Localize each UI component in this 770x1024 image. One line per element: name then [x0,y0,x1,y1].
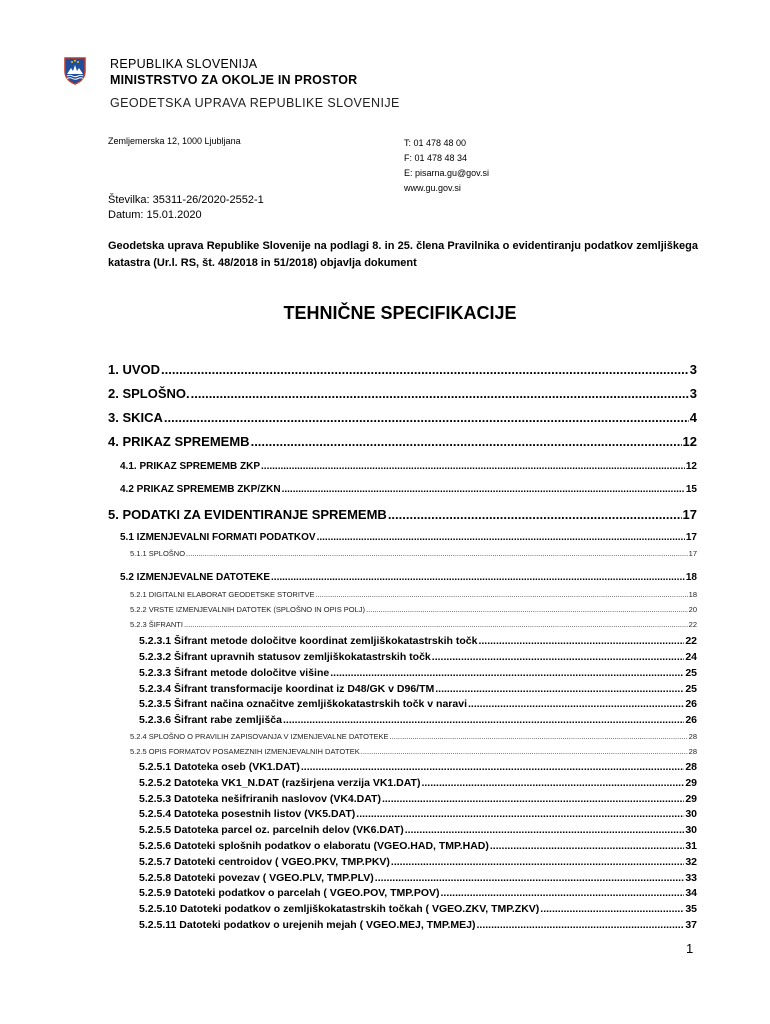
toc-entry[interactable]: 5.2.5.2 Datoteka VK1_N.DAT (razširjena verzija VK1.DAT) ..... 29 [139,777,697,789]
document-number: Številka: 35311-26/2020-2552-1 [108,194,264,206]
toc-entry[interactable]: 4. PRIKAZ SPREMEMB ..... 12 [108,434,697,449]
contact-phone: T: 01 478 48 00 [404,138,467,148]
toc-entry[interactable]: 5.2.5.10 Datoteki podatkov o zemljiškokatastrskih točkah ( VGEO.ZKV, TMP.ZKV) ..... 35 [139,903,697,915]
toc-entry[interactable]: 5.2.5.5 Datoteka parcel oz. parcelnih delov (VK6.DAT) ..... 30 [139,824,697,836]
slovenia-coat-of-arms-icon [64,57,86,85]
toc-entry[interactable]: 5.2.5.1 Datoteka oseb (VK1.DAT) ..... 28 [139,761,697,773]
toc-entry[interactable]: 5.2.5.9 Datoteki podatkov o parcelah ( VGEO.POV, TMP.POV) ..... 34 [139,887,697,899]
org-line-agency: GEODETSKA UPRAVA REPUBLIKE SLOVENIJE [110,96,400,110]
toc-entry[interactable]: 5.2.3.5 Šifrant načina označitve zemljiškokatastrskih točk v naravi ..... 26 [139,698,697,710]
toc-entry[interactable]: 5.1 IZMENJEVALNI FORMATI PODATKOV ..... 17 [120,532,697,543]
toc-entry[interactable]: 5.2.3.4 Šifrant transformacije koordinat iz D48/GK v D96/TM ..... 25 [139,683,697,695]
toc-entry[interactable]: 5.2.3.2 Šifrant upravnih statusov zemljiškokatastrskih točk ..... 24 [139,651,697,663]
address: Zemljemerska 12, 1000 Ljubljana [108,136,241,146]
toc-entry[interactable]: 5.2.5.8 Datoteki povezav ( VGEO.PLV, TMP.PLV) ..... 33 [139,872,697,884]
document-title: TEHNIČNE SPECIFIKACIJE [283,303,517,323]
toc-entry[interactable]: 5.2 IZMENJEVALNE DATOTEKE ..... 18 [120,572,697,583]
toc-entry[interactable]: 3. SKICA ..... 4 [108,410,697,425]
toc-entry[interactable]: 5.2.1 DIGITALNI ELABORAT GEODETSKE STORITVE ..... 18 [130,590,697,599]
contact-fax: F: 01 478 48 34 [404,153,468,163]
toc-entry[interactable]: 2. SPLOŠNO. ..... 3 [108,386,697,401]
contact-email: E: pisarna.gu@gov.si [404,168,490,178]
org-line-republic: REPUBLIKA SLOVENIJA [110,57,258,71]
toc-entry[interactable]: 4.1. PRIKAZ SPREMEMB ZKP ..... 12 [120,461,697,472]
contact-block [404,136,489,196]
org-line-ministry: MINISTRSTVO ZA OKOLJE IN PROSTOR [110,73,358,87]
toc-entry[interactable]: 5.2.5.7 Datoteki centroidov ( VGEO.PKV, TMP.PKV) ..... 32 [139,856,697,868]
toc-entry[interactable]: 5.2.3.1 Šifrant metode določitve koordinat zemljiškokatastrskih točk ..... 22 [139,635,697,647]
toc-entry[interactable]: 5.1.1 SPLOŠNO ..... 17 [130,549,697,558]
toc-entry[interactable]: 5.2.5.3 Datoteka nešifriranih naslovov (VK4.DAT) ..... 29 [139,793,697,805]
toc-entry[interactable]: 1. UVOD ..... 3 [108,362,697,377]
toc-entry[interactable]: 5.2.3.6 Šifrant rabe zemljišča ..... 26 [139,714,697,726]
contact-web: www.gu.gov.si [404,183,461,193]
document-meta [108,193,264,223]
document-date: Datum: 15.01.2020 [108,209,202,221]
toc-entry[interactable]: 5.2.5.11 Datoteki podatkov o urejenih mejah ( VGEO.MEJ, TMP.MEJ) ..... 37 [139,919,697,931]
toc-entry[interactable]: 5.2.5 OPIS FORMATOV POSAMEZNIH IZMENJEVALNIH DATOTEK ..... 28 [130,747,697,756]
toc-entry[interactable]: 4.2 PRIKAZ SPREMEMB ZKP/ZKN ..... 15 [120,484,697,495]
toc-entry[interactable]: 5.2.4 SPLOŠNO O PRAVILIH ZAPISOVANJA V IZMENJEVALNE DATOTEKE ..... 28 [130,732,697,741]
toc-entry[interactable]: 5.2.3 ŠIFRANTI ..... 22 [130,620,697,629]
toc-entry[interactable]: 5.2.3.3 Šifrant metode določitve višine ..... 25 [139,667,697,679]
page-number: 1 [686,941,694,956]
toc-entry[interactable]: 5.2.5.4 Datoteka posestnih listov (VK5.DAT) ..... 30 [139,808,697,820]
toc-entry[interactable]: 5.2.5.6 Datoteki splošnih podatkov o elaboratu (VGEO.HAD, TMP.HAD) ..... 31 [139,840,697,852]
toc-entry[interactable]: 5. PODATKI ZA EVIDENTIRANJE SPREMEMB ..... 17 [108,507,697,522]
intro-paragraph: Geodetska uprava Republike Slovenije na podlagi 8. in 25. člena Pravilnika o evidentiranju podatkov zemljiškega katastra (Ur.l. RS, št. 48/2018 in 51/2018) objavlja dokument [108,240,698,269]
toc-entry[interactable]: 5.2.2 VRSTE IZMENJEVALNIH DATOTEK (SPLOŠNO IN OPIS POLJ) ..... 20 [130,605,697,614]
